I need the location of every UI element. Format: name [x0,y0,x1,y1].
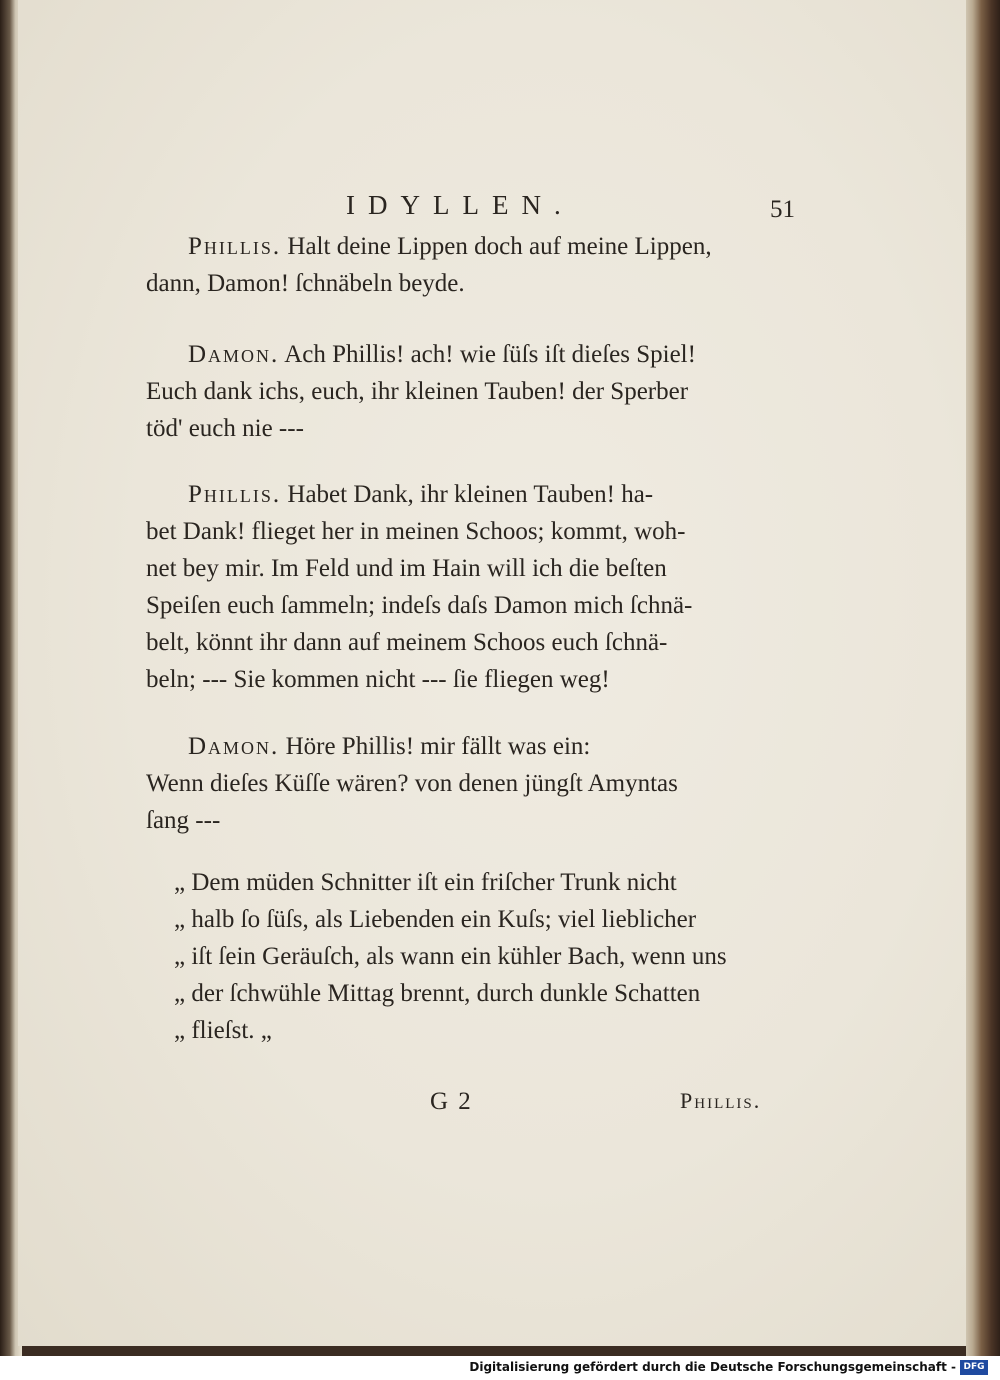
digitization-note: Digitalisierung gefördert durch die Deutsche Forschungsgemeinschaft - [469,1360,956,1374]
dialogue-line: net bey mir. Im Feld und im Hain will ich die beſten [146,555,667,582]
dialogue-line: ſang --- [146,807,221,834]
dialogue-line: Wenn dieſes Küſſe wären? von denen jüngſt Amyntas [146,770,678,797]
quoted-verse [174,864,794,1049]
running-head: IDYLLEN. [346,190,574,220]
dialogue-line: Ach Phillis! ach! wie ſüſs iſt dieſes Spiel! [284,341,696,368]
speaker-name: Damon. [188,341,280,368]
quote-line: „ iſt ſein Geräuſch, als wann ein kühler Bach, wenn uns [174,943,727,970]
quote-line: „ flieſst. „ [174,1017,272,1044]
book-edge [966,0,1000,1356]
dialogue-line: Halt deine Lippen doch auf meine Lippen, [287,233,712,260]
digitization-footer [0,1356,1000,1380]
dialogue-line: belt, könnt ihr dann auf meinem Schoos euch ſchnä- [146,629,668,656]
paragraph-phillis-2 [146,476,794,698]
paragraph-damon-1 [146,336,794,447]
speaker-name: Phillis. [188,481,282,508]
catchword: Phillis. [680,1088,762,1113]
speaker-name: Damon. [188,733,280,760]
dialogue-line: beln; --- Sie kommen nicht --- ſie fliegen weg! [146,666,610,693]
dialogue-line: Höre Phillis! mir fällt was ein: [285,733,591,760]
dfg-logo-icon: DFG [960,1360,988,1375]
paragraph-damon-2 [146,728,794,839]
signature-mark: G 2 [430,1088,473,1115]
dialogue-line: Habet Dank, ihr kleinen Tauben! ha- [287,481,654,508]
dialogue-line: Euch dank ichs, euch, ihr kleinen Tauben! der Sperber [146,378,689,405]
quote-line: „ halb ſo ſüſs, als Liebenden ein Kuſs; viel lieblicher [174,906,697,933]
book-page [18,0,974,1346]
speaker-name: Phillis. [188,233,282,260]
dialogue-line: dann, Damon! ſchnäbeln beyde. [146,270,465,297]
dialogue-line: bet Dank! flieget her in meinen Schoos; kommt, woh- [146,518,686,545]
quote-line: „ der ſchwühle Mittag brennt, durch dunkle Schatten [174,980,701,1007]
dialogue-line: töd' euch nie --- [146,415,304,442]
dialogue-line: Speiſen euch ſammeln; indeſs daſs Damon mich ſchnä- [146,592,693,619]
paragraph-phillis-1 [146,228,794,302]
quote-line: „ Dem müden Schnitter iſt ein friſcher Trunk nicht [174,869,677,896]
page-number: 51 [770,196,795,223]
